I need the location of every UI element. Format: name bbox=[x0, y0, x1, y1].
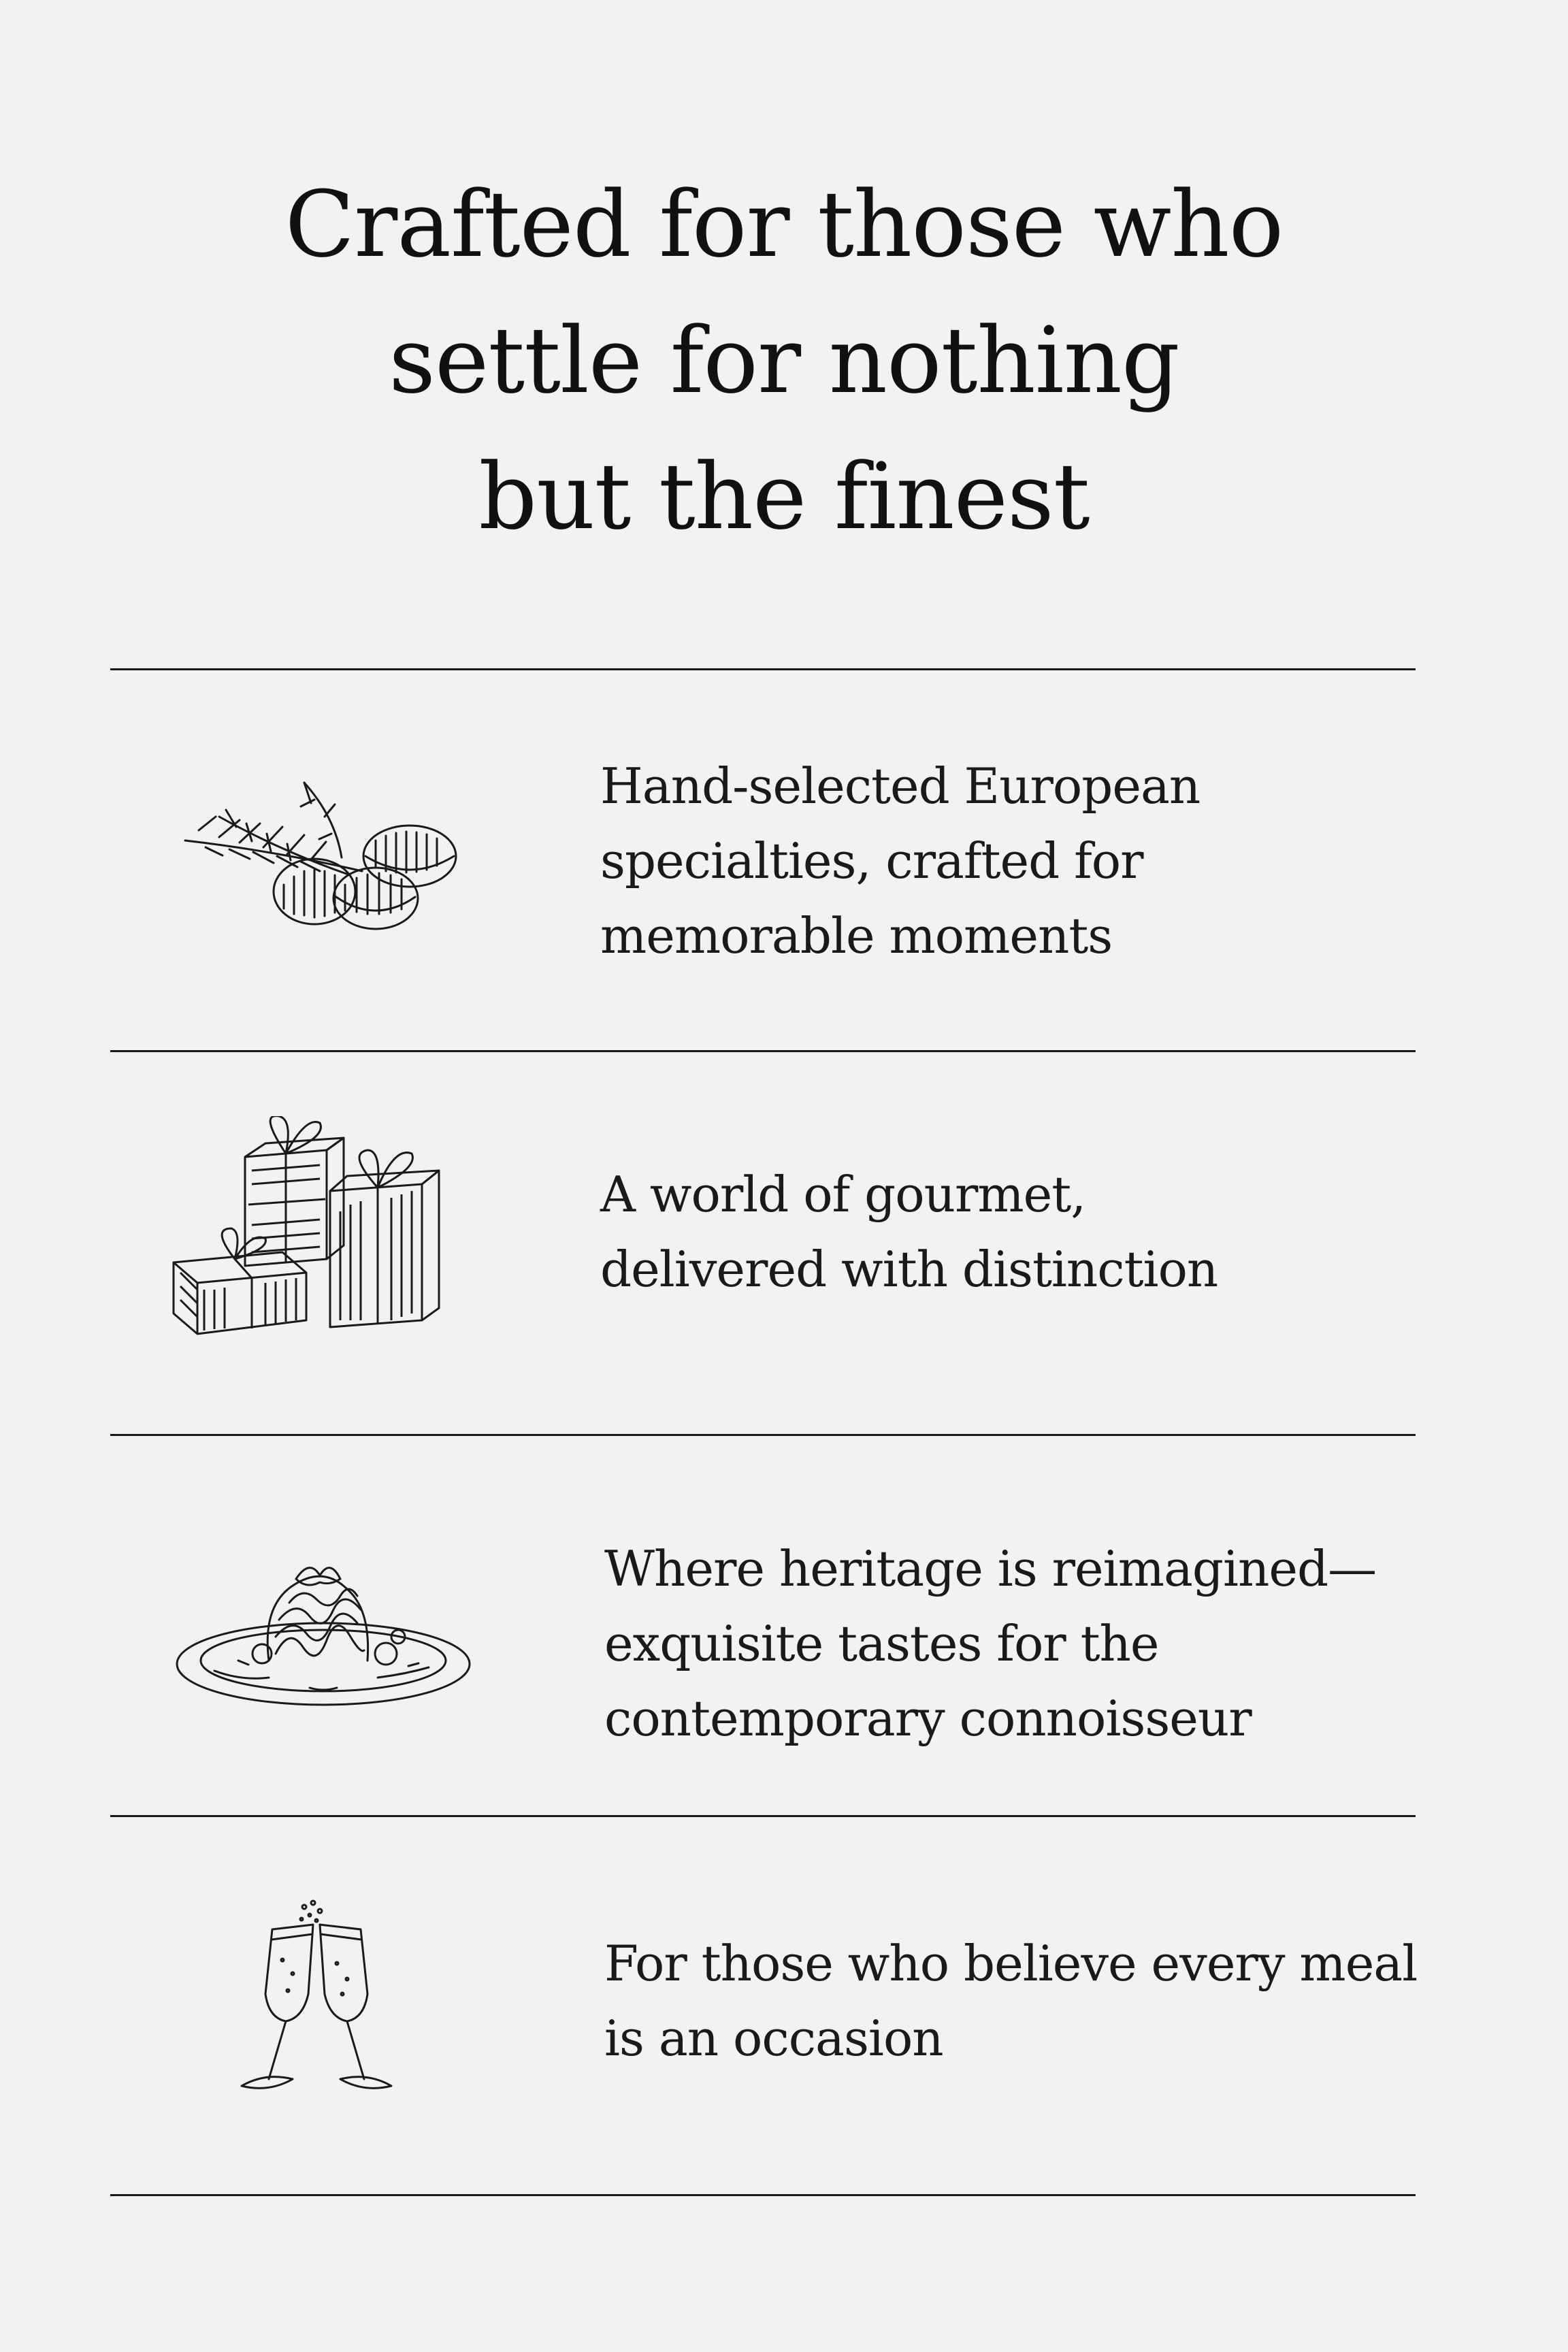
feature-line: A world of gourmet, bbox=[600, 1166, 1086, 1223]
divider bbox=[110, 668, 1416, 670]
feature-line: For those who believe every meal bbox=[604, 1935, 1418, 1992]
feature-line: memorable moments bbox=[600, 907, 1113, 964]
divider bbox=[110, 1050, 1416, 1052]
feature-text bbox=[600, 1157, 1218, 1307]
divider bbox=[110, 1815, 1416, 1817]
gift-boxes-icon bbox=[170, 1116, 470, 1348]
feature-line: Where heritage is reimagined— bbox=[604, 1540, 1377, 1597]
feature-text bbox=[604, 1926, 1417, 2076]
feature-text bbox=[600, 749, 1200, 973]
feature-line: specialties, crafted for bbox=[600, 832, 1143, 889]
feature-line: is an occasion bbox=[604, 2010, 943, 2067]
feature-line: exquisite tastes for the bbox=[604, 1615, 1159, 1672]
headline-line: but the finest bbox=[478, 444, 1090, 550]
divider bbox=[110, 1434, 1416, 1436]
headline-line: Crafted for those who bbox=[284, 172, 1284, 278]
headline-line: settle for nothing bbox=[389, 308, 1179, 414]
page-title bbox=[0, 157, 1568, 565]
rosemary-and-cheese-icon bbox=[178, 776, 464, 939]
feature-line: contemporary connoisseur bbox=[604, 1690, 1252, 1747]
divider bbox=[110, 2194, 1416, 2196]
feature-line: delivered with distinction bbox=[600, 1241, 1218, 1298]
feature-text bbox=[604, 1531, 1376, 1756]
feature-line: Hand-selected European bbox=[600, 757, 1200, 815]
pasta-plate-icon bbox=[174, 1552, 473, 1715]
champagne-toast-icon bbox=[228, 1899, 405, 2103]
